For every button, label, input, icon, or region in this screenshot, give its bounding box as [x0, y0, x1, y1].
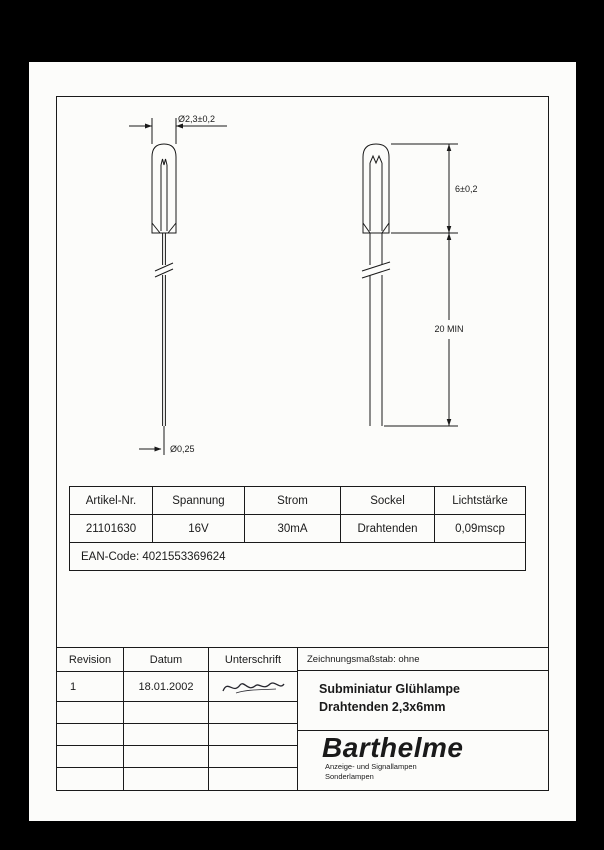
- dimension-label-wire-length: 20 MIN: [434, 324, 464, 334]
- revision-value: 1: [57, 672, 123, 701]
- empty-cell: [57, 768, 123, 790]
- product-title-line2: Drahtenden 2,3x6mm: [319, 700, 446, 715]
- signature: [218, 676, 288, 698]
- datum-header: Datum: [124, 648, 208, 671]
- revision-table: [57, 648, 297, 790]
- technical-drawing: [57, 103, 550, 485]
- bulb-outline-front: [363, 144, 389, 233]
- spec-header-lichtstaerke: Lichtstärke: [435, 487, 525, 514]
- empty-cell: [209, 768, 297, 790]
- spec-value-sockel: Drahtenden: [341, 515, 434, 542]
- spec-value-spannung: 16V: [153, 515, 244, 542]
- empty-cell: [124, 746, 208, 767]
- dimension-label-wire-diameter: Ø0,25: [170, 444, 195, 454]
- dimension-label-bulb-diameter: Ø2,3±0,2: [178, 114, 215, 124]
- spec-header-artikel-nr: Artikel-Nr.: [70, 487, 152, 514]
- empty-cell: [57, 746, 123, 767]
- spec-header-sockel: Sockel: [341, 487, 434, 514]
- datum-value: 18.01.2002: [124, 672, 208, 701]
- spec-value-strom: 30mA: [245, 515, 340, 542]
- dimension-label-bulb-height: 6±0,2: [455, 184, 478, 194]
- empty-cell: [209, 746, 297, 767]
- drawing-scale-label: Zeichnungsmaßstab: ohne: [298, 648, 548, 671]
- spec-table: [69, 486, 526, 571]
- empty-cell: [209, 724, 297, 745]
- spec-header-strom: Strom: [245, 487, 340, 514]
- product-title: [298, 671, 548, 731]
- empty-cell: [124, 768, 208, 790]
- bulb-outline-side: [152, 144, 176, 233]
- company-logo-block: [298, 731, 548, 790]
- spec-value-lichtstaerke: 0,09mscp: [435, 515, 525, 542]
- empty-cell: [124, 724, 208, 745]
- unterschrift-header: Unterschrift: [209, 648, 297, 671]
- signature-cell: [209, 672, 297, 701]
- title-block: [57, 647, 548, 790]
- spec-header-spannung: Spannung: [153, 487, 244, 514]
- scanned-document-page: [29, 62, 576, 821]
- lamp-side-view: [129, 114, 227, 455]
- revision-header: Revision: [57, 648, 123, 671]
- spec-value-artikel-nr: 21101630: [70, 515, 152, 542]
- empty-cell: [124, 702, 208, 723]
- brand-wordmark: Barthelme: [322, 732, 464, 763]
- lamp-front-view: [362, 144, 477, 426]
- title-block-right: [297, 648, 548, 790]
- empty-cell: [209, 702, 297, 723]
- product-title-line1: Subminiatur Glühlampe: [319, 682, 460, 696]
- brand-subtitle-line2: Sonderlampen: [325, 772, 374, 782]
- brand-subtitle-line1: Anzeige- und Signallampen: [325, 762, 417, 772]
- spec-ean-code: EAN-Code: 4021553369624: [70, 543, 525, 570]
- empty-cell: [57, 702, 123, 723]
- drawing-border-frame: [56, 96, 549, 791]
- empty-cell: [57, 724, 123, 745]
